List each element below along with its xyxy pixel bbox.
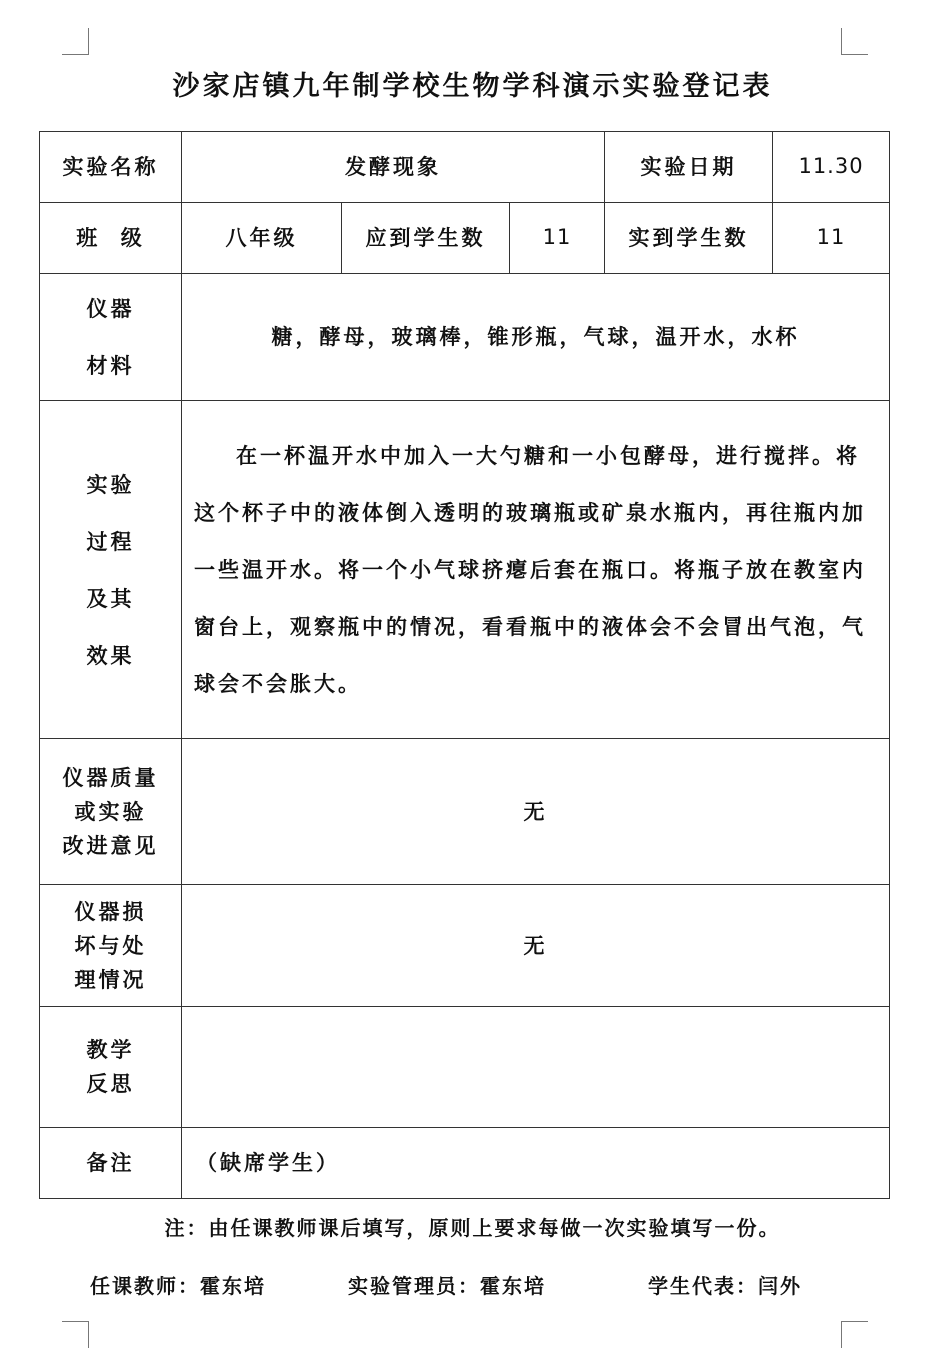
experiment-record-table bbox=[39, 131, 890, 1199]
experiment-date-value: 11.30 bbox=[773, 132, 890, 203]
process-label-line-3: 及其 bbox=[86, 585, 135, 611]
row-remarks bbox=[40, 1128, 890, 1199]
row-class-students bbox=[40, 203, 890, 274]
quality-label-line-2: 或实验 bbox=[74, 798, 147, 824]
remarks-label: 备注 bbox=[40, 1128, 182, 1199]
admin-signature: 实验管理员：霍东培 bbox=[348, 1274, 546, 1298]
class-value: 八年级 bbox=[182, 203, 342, 274]
crop-mark-top-right bbox=[841, 28, 868, 55]
actual-students-value: 11 bbox=[773, 203, 890, 274]
process-label-line-4: 效果 bbox=[86, 642, 135, 668]
quality-label-line-1: 仪器质量 bbox=[62, 764, 159, 790]
reflection-label-line-2: 反思 bbox=[86, 1071, 135, 1096]
process-text: 在一杯温开水中加入一大勺糖和一小包酵母，进行搅拌。将这个杯子中的液体倒入透明的玻璃瓶或矿泉水瓶内，再往瓶内加一些温开水。将一个小气球挤瘪后套在瓶口。将瓶子放在教室内窗台上，观察瓶中的情况，看看瓶中的液体会不会冒出气泡，气球会不会胀大。 bbox=[182, 401, 890, 739]
quality-value: 无 bbox=[182, 739, 890, 885]
materials-value: 糖，酵母，玻璃棒，锥形瓶，气球，温开水，水杯 bbox=[182, 274, 890, 401]
class-label: 班 级 bbox=[40, 203, 182, 274]
damage-label bbox=[40, 885, 182, 1007]
crop-mark-bottom-right bbox=[841, 1321, 868, 1348]
reflection-value bbox=[182, 1007, 890, 1128]
document-title: 沙家店镇九年制学校生物学科演示实验登记表 bbox=[172, 71, 773, 102]
quality-label-line-3: 改进意见 bbox=[62, 832, 159, 858]
damage-label-line-1: 仪器损 bbox=[74, 898, 147, 924]
materials-label bbox=[40, 274, 182, 401]
crop-mark-bottom-left bbox=[62, 1321, 89, 1348]
row-name-date bbox=[40, 132, 890, 203]
materials-label-line-2: 材料 bbox=[86, 353, 135, 378]
quality-label bbox=[40, 739, 182, 885]
experiment-date-label: 实验日期 bbox=[605, 132, 773, 203]
remarks-value: （缺席学生） bbox=[182, 1128, 890, 1199]
row-damage bbox=[40, 885, 890, 1007]
row-reflection bbox=[40, 1007, 890, 1128]
reflection-label bbox=[40, 1007, 182, 1128]
materials-label-line-1: 仪器 bbox=[86, 296, 135, 321]
experiment-name-label: 实验名称 bbox=[40, 132, 182, 203]
expected-students-value: 11 bbox=[510, 203, 605, 274]
crop-mark-top-left bbox=[62, 28, 89, 55]
experiment-name-value: 发酵现象 bbox=[182, 132, 605, 203]
damage-label-line-2: 坏与处 bbox=[74, 932, 147, 958]
process-label-line-2: 过程 bbox=[86, 528, 135, 554]
row-process bbox=[40, 401, 890, 739]
student-signature: 学生代表：闫外 bbox=[648, 1274, 802, 1298]
row-materials bbox=[40, 274, 890, 401]
expected-students-label: 应到学生数 bbox=[342, 203, 510, 274]
process-label bbox=[40, 401, 182, 739]
actual-students-label: 实到学生数 bbox=[605, 203, 773, 274]
process-label-line-1: 实验 bbox=[86, 471, 135, 497]
teacher-signature: 任课教师：霍东培 bbox=[90, 1274, 266, 1298]
footer-note: 注：由任课教师课后填写，原则上要求每做一次实验填写一份。 bbox=[164, 1216, 781, 1240]
reflection-label-line-1: 教学 bbox=[86, 1037, 135, 1062]
damage-value: 无 bbox=[182, 885, 890, 1007]
damage-label-line-3: 理情况 bbox=[74, 966, 147, 992]
row-quality bbox=[40, 739, 890, 885]
